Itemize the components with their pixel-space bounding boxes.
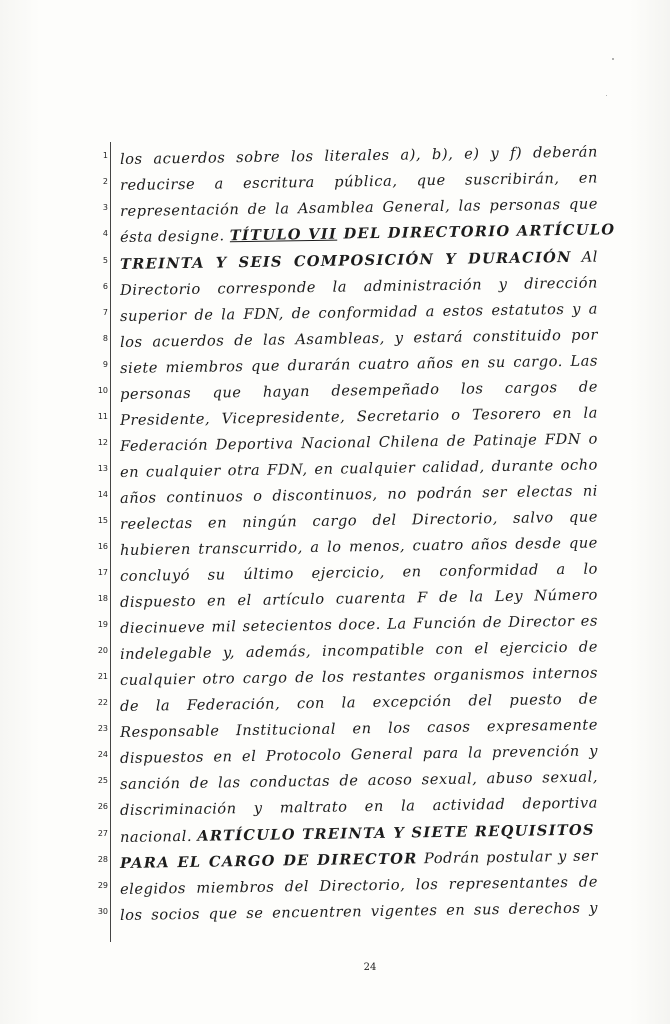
line-number: 14 <box>97 490 108 499</box>
line-number: 17 <box>97 568 108 577</box>
text-segment: Al <box>571 248 599 266</box>
text-segment: representación de la Asamblea General, las personas que <box>119 195 599 220</box>
chapter-heading: DEL DIRECTORIO ARTÍCULO <box>336 221 616 243</box>
text-segment: los acuerdos de las Asambleas, y estará constituido por <box>119 326 599 351</box>
text-segment: siete miembros que durarán cuatro años en su cargo. Las <box>119 352 599 377</box>
text-segment: indelegable y, además, incompatible con el ejercicio de <box>119 638 599 663</box>
line-number: 4 <box>102 229 108 238</box>
line-number: 3 <box>102 203 108 212</box>
text-segment: Podrán postular y ser <box>417 847 599 868</box>
text-segment: Federación Deportiva Nacional Chilena de Patinaje FDN o <box>119 430 599 455</box>
line-number: 26 <box>97 802 108 811</box>
text-segment: sanción de las conductas de acoso sexual, abuso sexual, <box>119 768 599 793</box>
text-segment: personas que hayan desempeñado los cargos de <box>119 378 599 403</box>
line-number: 25 <box>97 776 108 785</box>
line-number: 15 <box>97 516 108 525</box>
text-segment: de la Federación, con la excepción del puesto de <box>119 690 599 715</box>
text-segment: reelectas en ningún cargo del Directorio, salvo que <box>119 508 599 533</box>
line-number: 11 <box>97 412 108 421</box>
scan-speck <box>606 95 607 96</box>
line-number-gutter <box>110 142 111 942</box>
text-segment: Directorio corresponde la administración y dirección <box>119 274 599 299</box>
text-segment: Responsable Institucional en los casos expresamente <box>119 716 599 741</box>
line-number: 28 <box>97 855 108 864</box>
line-number: 5 <box>102 256 108 265</box>
text-segment: elegidos miembros del Directorio, los representantes de <box>119 873 599 898</box>
text-segment: dispuestos en el Protocolo General para la prevención y <box>119 742 599 767</box>
line-number: 7 <box>102 308 108 317</box>
text-segment: hubieren transcurrido, a lo menos, cuatro años desde que <box>119 534 599 559</box>
article-heading: TREINTA Y SEIS COMPOSICIÓN Y DURACIÓN <box>119 248 572 273</box>
text-segment: reducirse a escritura pública, que suscribirán, en <box>119 169 599 194</box>
line-number: 16 <box>97 542 108 551</box>
article-heading: ARTÍCULO TREINTA Y SIETE REQUISITOS <box>197 821 595 845</box>
text-segment: ésta designe. <box>119 227 230 246</box>
line-number: 27 <box>97 829 108 838</box>
line-number: 24 <box>97 750 108 759</box>
text-segment: dispuesto en el artículo cuarenta F de la Ley Número <box>119 586 599 611</box>
text-segment: en cualquier otra FDN, en cualquier calidad, durante ocho <box>119 456 599 481</box>
line-number: 21 <box>97 672 108 681</box>
text-segment: cualquier otro cargo de los restantes organismos internos <box>119 664 599 689</box>
text-segment: los socios que se encuentren vigentes en sus derechos y <box>119 899 599 924</box>
line-number: 9 <box>102 360 108 369</box>
line-number: 23 <box>97 724 108 733</box>
line-number: 1 <box>102 151 108 160</box>
page-number: 24 <box>363 962 377 973</box>
line-number: 18 <box>97 594 108 603</box>
line-number: 2 <box>102 177 108 186</box>
line-number: 19 <box>97 620 108 629</box>
text-segment: diecinueve mil setecientos doce. La Función de Director es <box>119 612 599 637</box>
line-number: 22 <box>97 698 108 707</box>
text-segment: superior de la FDN, de conformidad a estos estatutos y a <box>119 300 599 325</box>
text-segment: años continuos o discontinuos, no podrán ser electas ni <box>119 482 599 507</box>
article-heading: PARA EL CARGO DE DIRECTOR <box>119 850 418 872</box>
title-heading: TÍTULO VII <box>229 225 338 245</box>
line-number: 13 <box>97 464 108 473</box>
line-number: 29 <box>97 881 108 890</box>
line-number: 8 <box>102 334 108 343</box>
text-segment: discriminación y maltrato en la actividad deportiva <box>119 794 599 819</box>
line-number: 10 <box>97 386 108 395</box>
line-number: 12 <box>97 438 108 447</box>
text-segment: Presidente, Vicepresidente, Secretario o Tesorero en la <box>119 404 599 429</box>
line-number: 20 <box>97 646 108 655</box>
text-segment: nacional. <box>119 827 198 846</box>
text-segment: concluyó su último ejercicio, en conformidad a lo <box>119 560 599 585</box>
line-number: 30 <box>97 907 108 916</box>
scan-speck <box>612 58 614 60</box>
text-segment: los acuerdos sobre los literales a), b), e) y f) deberán <box>119 143 599 168</box>
line-number: 6 <box>102 282 108 291</box>
